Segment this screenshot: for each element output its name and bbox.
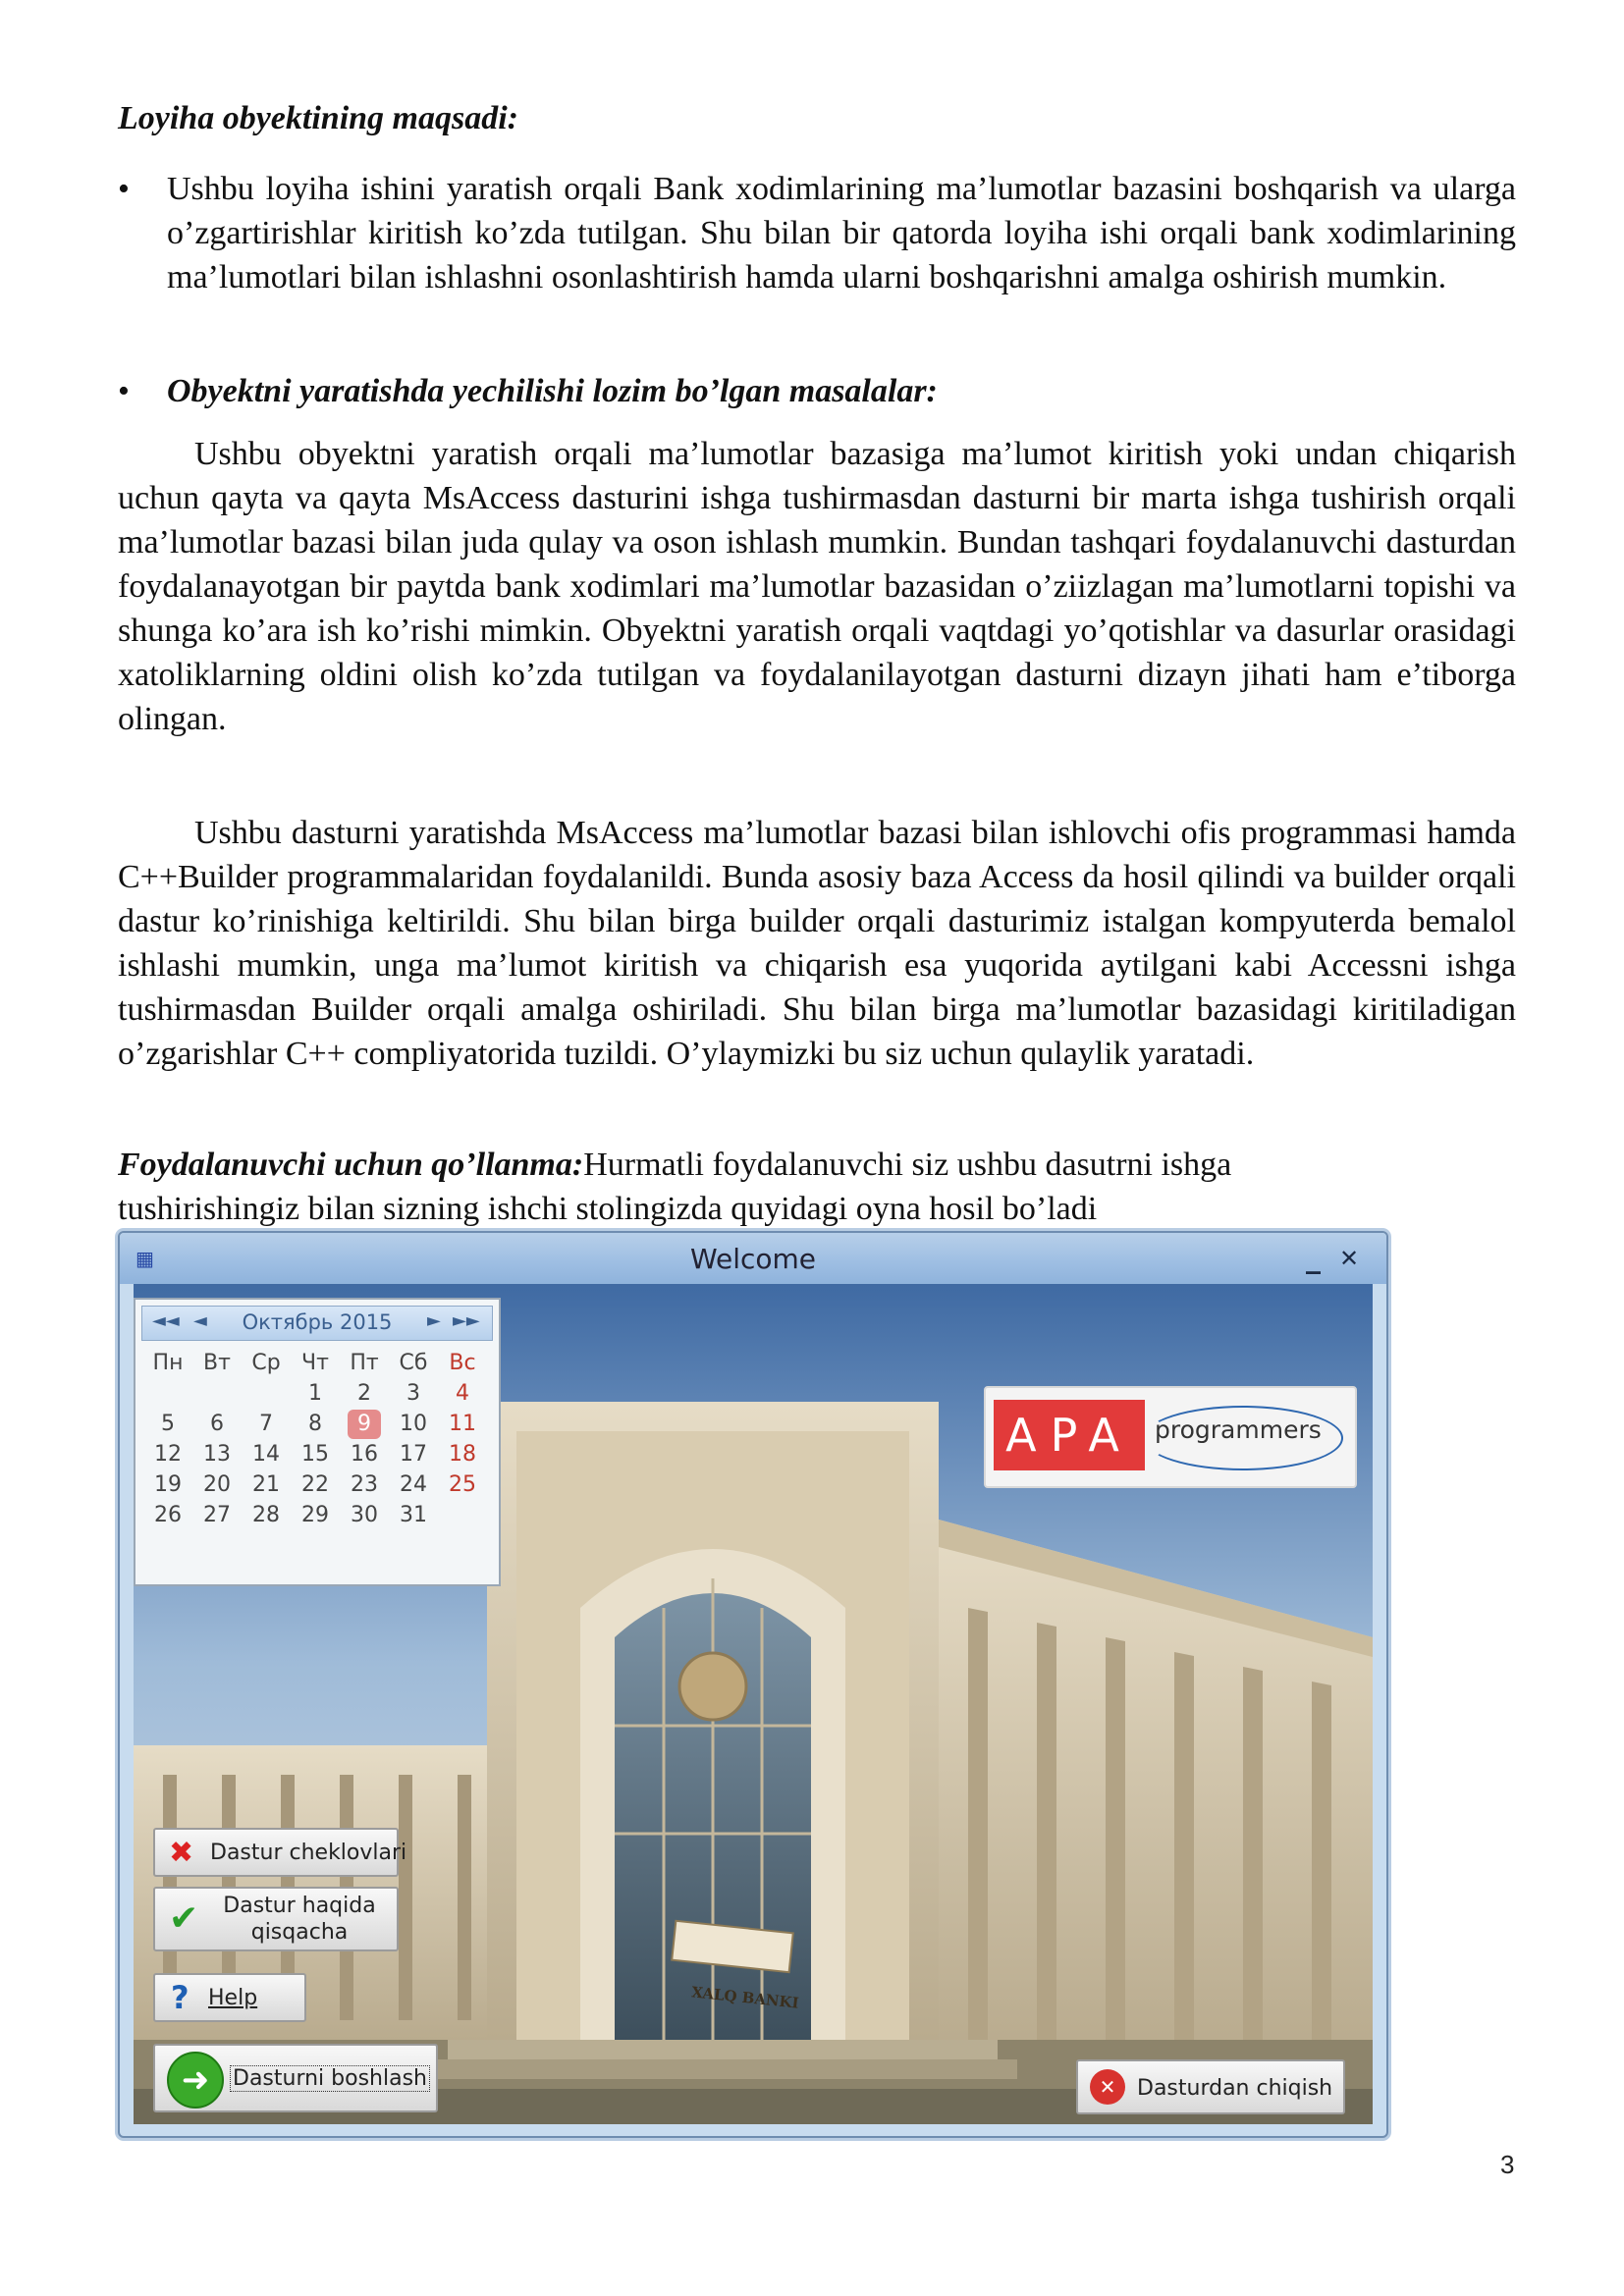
start-program-button[interactable]: [153, 2044, 438, 2112]
calendar-day[interactable]: 21: [252, 1472, 280, 1497]
calendar-weekday: Ср: [251, 1351, 281, 1375]
calendar-day[interactable]: 5: [161, 1412, 175, 1436]
calendar-day[interactable]: 19: [154, 1472, 182, 1497]
calendar-day[interactable]: 22: [301, 1472, 329, 1497]
about-label: [216, 1893, 383, 1946]
calendar-day[interactable]: 29: [301, 1503, 329, 1527]
calendar-day[interactable]: 15: [301, 1442, 329, 1467]
calendar-day[interactable]: 11: [449, 1412, 476, 1436]
window-title: Welcome: [689, 1243, 817, 1275]
calendar-day[interactable]: 12: [154, 1442, 182, 1467]
about-button[interactable]: [153, 1887, 399, 1951]
exit-program-label: Dasturdan chiqish: [1137, 2076, 1333, 2101]
bullet-tasks: [118, 369, 1516, 413]
welcome-window: [118, 1231, 1388, 2138]
calendar-day[interactable]: 7: [259, 1412, 273, 1436]
calendar-day[interactable]: 17: [400, 1442, 427, 1467]
calendar-weekday: Вт: [203, 1351, 231, 1375]
paragraph-tasks: Ushbu obyektni yaratish orqali ma’lumotlar bazasiga ma’lumot kiritish yoki undan chiqarish uchun qayta va qayta MsAccess dasturini ishga tushirmasdan dasturni bir marta ishga tushirish orqali ma’lumotlar bazasi bilan juda qulay va oson ishlash mumkin. Bundan tashqari foydalanuvchi dasturdan foydalanayotgan bir paytda bank xodimlari ma’lumotlar bazasidan o’ziizlagan ma’lumotlarni topishi va shunga ko’ara ish ko’rishi mimkin. Obyektni yaratish orqali vaqtdagi yo’qotishlar va dasurlar orasidagi xatoliklarning oldini olish ko’zda tutilgan va foydalanilayotgan dasturni dizayn jihati ham e’tiborga olingan.: [118, 436, 1516, 737]
heading-project-goal: Loyiha obyektining maqsadi:: [118, 100, 518, 136]
bullet-dot: •: [118, 373, 130, 409]
red-x-icon: ✖: [169, 1836, 194, 1870]
guide-line2: tushirishingiz bilan sizning ishchi stolingizda quyidagi oyna hosil bo’ladi: [118, 1191, 1098, 1227]
help-button[interactable]: [153, 1973, 306, 2022]
close-button[interactable]: ✕: [1339, 1245, 1360, 1272]
green-check-icon: ✔: [169, 1898, 199, 1939]
calendar-day[interactable]: 26: [154, 1503, 182, 1527]
bullet-tasks-heading: Obyektni yaratishda yechilishi lozim bo’lgan masalalar:: [167, 373, 938, 409]
calendar-day[interactable]: 31: [400, 1503, 427, 1527]
calendar-day[interactable]: 28: [252, 1503, 280, 1527]
green-arrow-icon: ➜: [167, 2052, 224, 2109]
about-label-line2: qisqacha: [250, 1920, 349, 1945]
window-client-area: [134, 1284, 1373, 2124]
red-close-icon: ✕: [1090, 2069, 1125, 2105]
calendar-day[interactable]: 2: [357, 1381, 371, 1406]
about-label-line1: Dastur haqida: [223, 1894, 376, 1918]
calendar-weekday: Чт: [301, 1351, 329, 1375]
calendar-day[interactable]: 24: [400, 1472, 427, 1497]
month-calendar[interactable]: [134, 1298, 501, 1586]
calendar-day[interactable]: 27: [203, 1503, 231, 1527]
calendar-day[interactable]: 13: [203, 1442, 231, 1467]
prev-year-button[interactable]: ◄◄: [152, 1310, 180, 1331]
calendar-weekday: Пт: [350, 1351, 379, 1375]
calendar-day[interactable]: 23: [351, 1472, 378, 1497]
calendar-day[interactable]: 8: [308, 1412, 322, 1436]
calendar-day[interactable]: 20: [203, 1472, 231, 1497]
window-titlebar[interactable]: [120, 1233, 1386, 1284]
paragraph-tools: Ushbu dasturni yaratishda MsAccess ma’lumotlar bazasi bilan ishlovchi ofis programmasi hamda C++Builder programmalaridan foydalanildi. Bunda asosiy baza Access da hosil qilindi va builder orqali dastur ko’rinishiga keltirildi. Shu bilan birga builder orqali dasturimiz istalgan kompyuterda bemalol ishlashi mumkin, unga ma’lumot kiritish va chiqarish esa yuqorida aytilgani kabi Accessni ishga tushirmasdan Builder orqali amalga oshiriladi. Shu bilan birga ma’lumotlar bazasidagi kiritiladigan o’zgarishlar C++ compliyatorida tuzildi. O’ylaymizki bu siz uchun qulaylik yaratadi.: [118, 815, 1516, 1072]
minimize-button[interactable]: _: [1306, 1241, 1321, 1275]
calendar-day[interactable]: 10: [400, 1412, 427, 1436]
calendar-day[interactable]: 6: [210, 1412, 224, 1436]
bullet-goal: [118, 167, 1516, 299]
logo-apa-text: APA: [994, 1400, 1145, 1470]
calendar-day[interactable]: 25: [449, 1472, 476, 1497]
apa-programmers-logo: [984, 1386, 1357, 1488]
app-icon: ▦: [135, 1247, 154, 1270]
calendar-weekday: Сб: [399, 1351, 428, 1375]
guide-label: Foydalanuvchi uchun qo’llanma:: [118, 1147, 584, 1183]
calendar-day[interactable]: 3: [406, 1381, 420, 1406]
bank-sign: XALQ BANKI: [690, 1983, 800, 2012]
help-label: Help: [208, 1986, 258, 2010]
question-mark-icon: ?: [171, 1979, 189, 2016]
logo-programmers-text: programmers: [1155, 1415, 1322, 1444]
calendar-weekday: Пн: [152, 1351, 184, 1375]
next-month-button[interactable]: ►: [427, 1310, 441, 1331]
calendar-day[interactable]: 16: [351, 1442, 378, 1467]
prev-month-button[interactable]: ◄: [193, 1310, 207, 1331]
start-program-label: Dasturni boshlash: [230, 2065, 430, 2092]
calendar-day[interactable]: 1: [308, 1381, 322, 1406]
calendar-weekday: Вс: [449, 1351, 476, 1375]
calendar-day[interactable]: 4: [456, 1381, 469, 1406]
calendar-day[interactable]: 30: [351, 1503, 378, 1527]
paragraph-guide: [118, 1143, 1516, 1231]
bullet-dot: •: [118, 171, 130, 207]
restrictions-label: Dastur cheklovlari: [210, 1841, 407, 1865]
guide-line1: Hurmatli foydalanuvchi siz ushbu dasutrni ishga: [583, 1147, 1232, 1183]
restrictions-button[interactable]: [153, 1828, 407, 1877]
bullet-goal-text: Ushbu loyiha ishini yaratish orqali Bank xodimlarining ma’lumotlar bazasini boshqarish va ularga o’zgartirishlar kiritish ko’zda tutilgan. Shu bilan bir qatorda loyiha ishi orqali bank xodimlarining ma’lumotlari bilan ishlashni osonlashtirish hamda ularni boshqarishni amalga oshirish mumkin.: [167, 171, 1516, 295]
exit-program-button[interactable]: [1076, 2059, 1345, 2114]
calendar-header: [141, 1306, 493, 1341]
page-number: 3: [1500, 2150, 1515, 2179]
calendar-day-today[interactable]: 9: [348, 1410, 381, 1439]
calendar-day[interactable]: 18: [449, 1442, 476, 1467]
calendar-month-label: Октябрь 2015: [242, 1310, 393, 1334]
calendar-day[interactable]: 14: [252, 1442, 280, 1467]
next-year-button[interactable]: ►►: [453, 1310, 480, 1331]
